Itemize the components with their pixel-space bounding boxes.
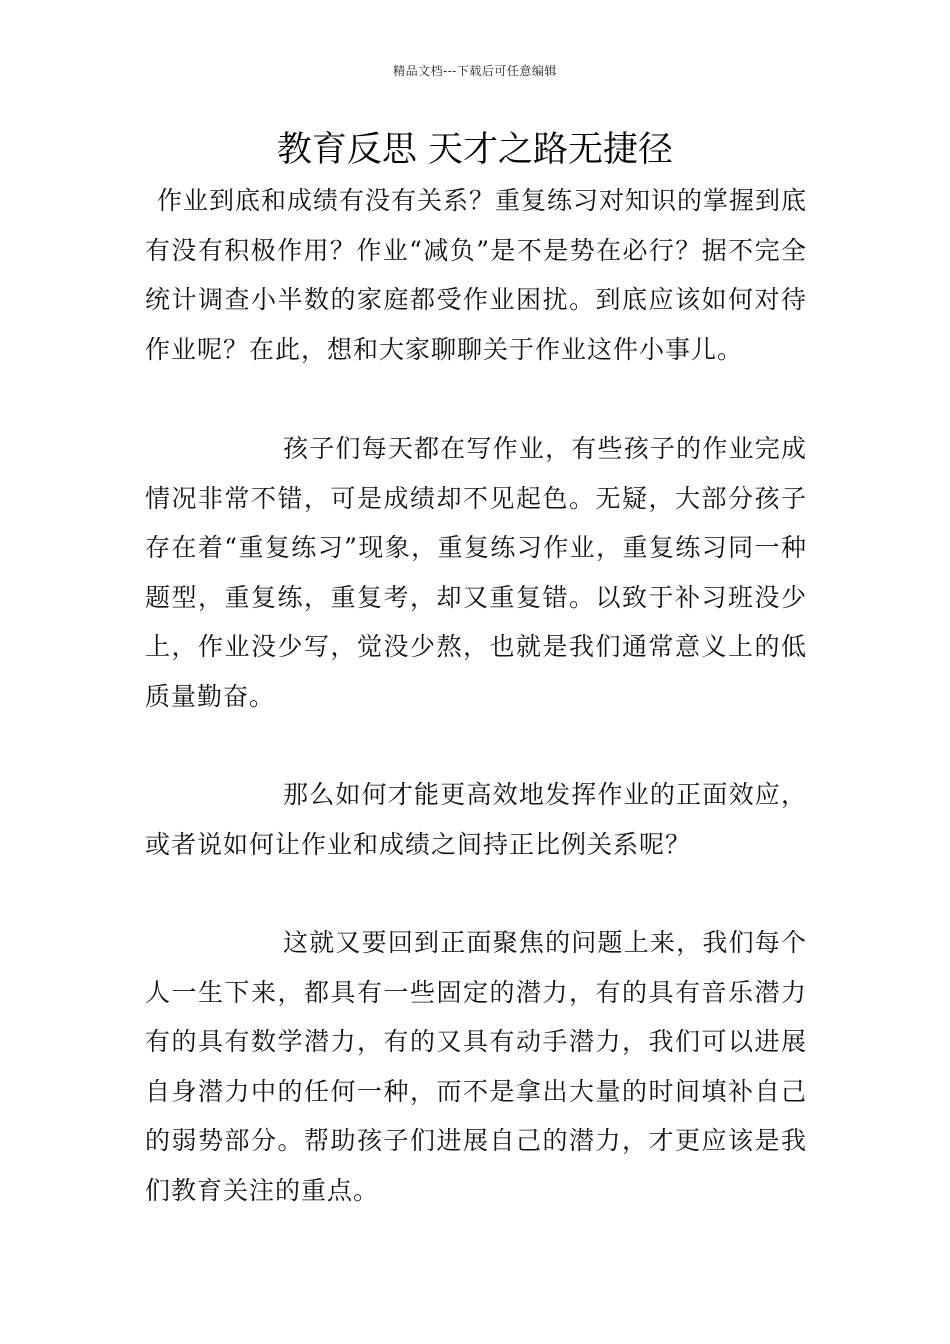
paragraph-1: 作业到底和成绩有没有关系？重复练习对知识的掌握到底有没有积极作用？作业“减负”是不是势在必行？据不完全统计调查小半数的家庭都受作业困扰。到底应该如何对待作业呢？在此，想和大家聊聊关于作业这件小事儿。 [145,186,808,364]
paragraph-3: 那么如何才能更高效地发挥作业的正面效应，或者说如何让作业和成绩之间持正比例关系呢？ [145,780,807,859]
paragraph-2: 孩子们每天都在写作业，有些孩子的作业完成情况非常不错，可是成绩却不见起色。无疑，大部分孩子存在着“重复练习”现象，重复练习作业，重复练习同一种题型，重复练，重复考，却又重复错。以致于补习班没少上，作业没少写，觉没少熬，也就是我们通常意义上的低质量勤奋。 [145,434,807,711]
document-title: 教育反思 天才之路无捷径 [276,130,674,170]
paragraph-4: 这就又要回到正面聚焦的问题上来，我们每个人一生下来，都具有一些固定的潜力，有的具有音乐潜力有的具有数学潜力，有的又具有动手潜力，我们可以进展自身潜力中的任何一种，而不是拿出大量的时间填补自己的弱势部分。帮助孩子们进展自己的潜力，才更应该是我们教育关注的重点。 [145,928,807,1205]
header-note: 精品文档---下载后可任意编辑 [393,64,557,78]
